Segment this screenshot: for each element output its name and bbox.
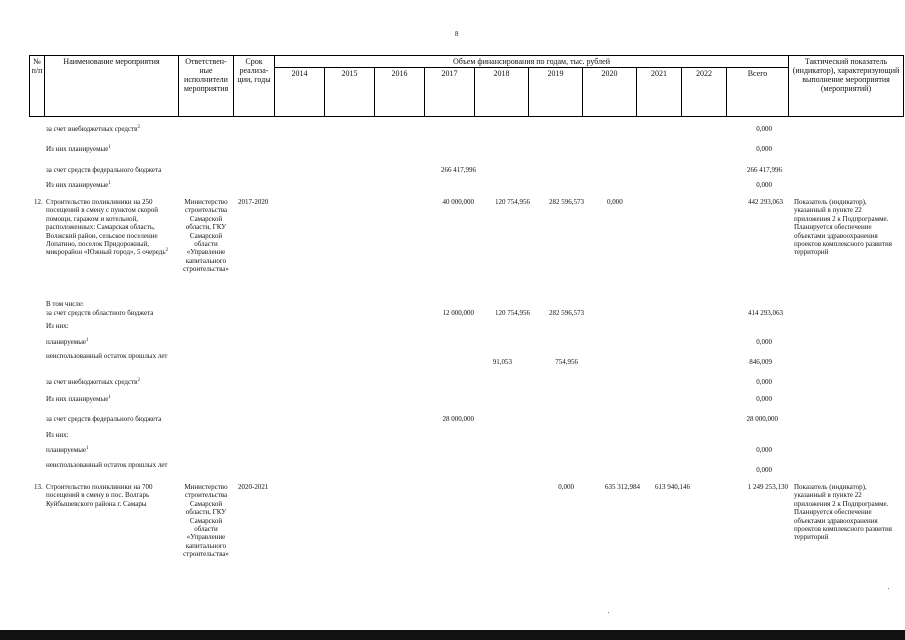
header-year: 2019 (529, 68, 583, 117)
row-value-2020: 635 312,984 (605, 483, 640, 491)
header-year: 2017 (425, 68, 475, 117)
row-label: Из них планируемые$^1$ (46, 181, 111, 189)
page-number: 8 (455, 30, 459, 38)
program-name: Строительство поликлиники на 700 посещений в смену в пос. Волгарь Куйбышевского района г. Самары (46, 483, 153, 508)
row-total: 414 293,063 (748, 309, 783, 317)
indicator-text: Показатель (индикатор), указанный в пункте 22 приложения 2 к Подпрограмме. Планируется обеспечение объектами здравоохранения проектов комплексного развития территорий (794, 198, 892, 257)
responsible-executor: Министерство строительства Самарской области, ГКУ Самарской области «Управление капитального строительства» (183, 198, 229, 274)
row-total: 0,000 (756, 378, 772, 386)
row-label: Из них планируемые$^1$ (46, 145, 111, 153)
header-year: 2015 (325, 68, 375, 117)
row-total: 0,000 (756, 125, 772, 133)
row-label: за счет средств федерального бюджета (46, 166, 162, 174)
row-label: Из них: (46, 322, 69, 330)
row-value-2017: 28 000,000 (442, 415, 474, 423)
header-period: Срок реализа-ции, годы (234, 56, 275, 117)
row-total: 0,000 (756, 466, 772, 474)
row-total: 28 000,000 (746, 415, 778, 423)
row-total: 0,000 (756, 145, 772, 153)
indicator-text: Показатель (индикатор), указанный в пункте 22 приложения 2 к Подпрограмме. Планируется обеспечение объектами здравоохранения проектов комплексного развития территорий (794, 483, 892, 542)
header-num: № п/п (30, 56, 45, 117)
row-label: Из них: (46, 431, 69, 439)
implementation-period: 2020-2021 (238, 483, 269, 491)
scan-edge-bar (0, 630, 905, 640)
row-value-2019: 282 596,573 (549, 198, 584, 206)
row-total: 0,000 (756, 181, 772, 189)
header-funding: Объем финансирования по годам, тыс. рублей (275, 56, 789, 68)
row-label: Из них планируемые$^1$ (46, 395, 111, 403)
header-year: 2014 (275, 68, 325, 117)
header-year: 2021 (637, 68, 682, 117)
row-value-2018: 91,053 (492, 358, 512, 366)
header-year: 2018 (475, 68, 529, 117)
row-value-2019: 282 596,573 (549, 309, 584, 317)
row-value-2018: 120 754,956 (495, 309, 530, 317)
program-name: Строительство поликлиники на 250 посещений в смену с пунктом скорой помощи, гаражом и котельной, расположенных: Самарская область, Волжский район, сельское поселение Лопатино, поселок Придорожный, микрорайон «Южный город», 5 очередь$^2$ (46, 198, 169, 257)
row-value-2017: 12 000,000 (442, 309, 474, 317)
row-total: 0,000 (756, 395, 772, 403)
responsible-executor: Министерство строительства Самарской области, ГКУ Самарской области «Управление капитального строительства» (183, 483, 229, 559)
row-value-2017: 40 000,000 (442, 198, 474, 206)
row-value-2019: 0,000 (558, 483, 574, 491)
header-year: 2020 (583, 68, 637, 117)
header-year: 2016 (375, 68, 425, 117)
row-value-2019: 754,956 (555, 358, 578, 366)
row-label: за счет внебюджетных средств$^2$ (46, 125, 140, 133)
scan-speck (888, 588, 889, 589)
row-label: за счет средств федерального бюджета (46, 415, 162, 423)
row-prelabel: В том числе: (46, 300, 84, 308)
row-total: 266 417,996 (747, 166, 782, 174)
row-label: неиспользованный остаток прошлых лет (46, 352, 168, 360)
row-label: планируемые$^1$ (46, 446, 89, 454)
row-number: 13. (34, 483, 43, 491)
row-label: за счет средств областного бюджета (46, 309, 154, 317)
row-label: планируемые$^1$ (46, 338, 89, 346)
header-total: Всего (727, 68, 789, 117)
row-value-2017: 266 417,996 (441, 166, 476, 174)
row-value-2021: 613 940,146 (655, 483, 690, 491)
row-total: 846,009 (749, 358, 772, 366)
row-total: 1 249 253,130 (747, 483, 788, 491)
header-responsible: Ответствен-ные исполнители мероприятия (179, 56, 234, 117)
header-name: Наименование мероприятия (45, 56, 179, 117)
row-total: 0,000 (756, 338, 772, 346)
row-label: за счет внебюджетных средств$^2$ (46, 378, 140, 386)
row-value-2020: 0,000 (607, 198, 623, 206)
row-label: неиспользованный остаток прошлых лет (46, 461, 168, 469)
row-total: 442 293,063 (748, 198, 783, 206)
row-number: 12. (34, 198, 43, 206)
scan-speck (608, 612, 609, 613)
row-value-2018: 120 754,956 (495, 198, 530, 206)
header-year: 2022 (682, 68, 727, 117)
header-indicator: Тактический показатель (индикатор), характеризующий выполнение мероприятия (мероприятий) (789, 56, 904, 117)
header-table (29, 55, 904, 117)
implementation-period: 2017-2020 (238, 198, 269, 206)
row-total: 0,000 (756, 446, 772, 454)
